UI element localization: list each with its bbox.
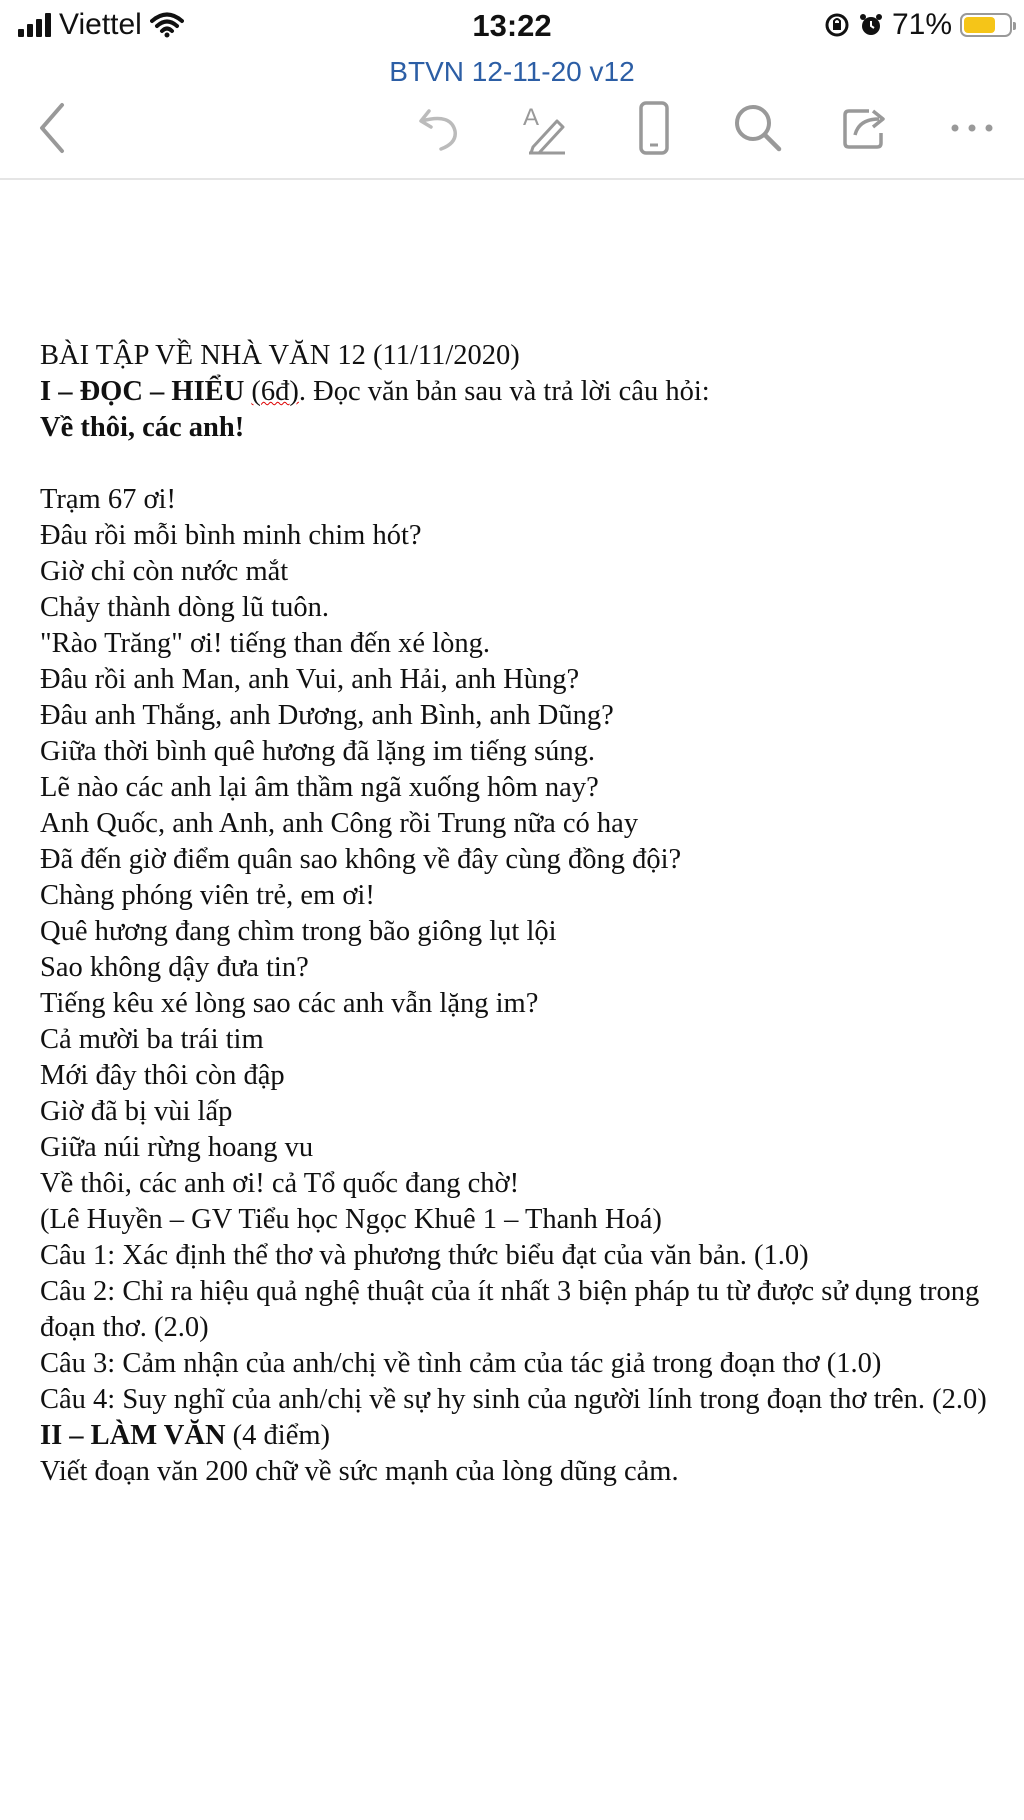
question-item: Câu 2: Chỉ ra hiệu quả nghệ thuật của ít nhất 3 biện pháp tu từ được sử dụng trong đoạn thơ. (2.0)	[40, 1276, 980, 1343]
poem-line: Giờ đã bị vùi lấp	[40, 1096, 233, 1127]
section-2-title: II – LÀM VĂN	[40, 1420, 226, 1451]
poem-line: Sao không dậy đưa tin?	[40, 952, 309, 983]
question-item: Câu 1: Xác định thể thơ và phương thức biểu đạt của văn bản. (1.0)	[40, 1240, 809, 1271]
poem-line: Mới đây thôi còn đập	[40, 1060, 285, 1091]
poem-line: Đâu rồi anh Man, anh Vui, anh Hải, anh Hùng?	[40, 664, 580, 695]
poem-title: Về thôi, các anh!	[40, 412, 245, 443]
section-1-header	[40, 374, 1010, 410]
battery-percent: 71%	[891, 8, 952, 41]
edit-icon[interactable]	[516, 98, 576, 158]
status-right	[824, 8, 1012, 42]
question-item: Câu 3: Cảm nhận của anh/chị về tình cảm của tác giả trong đoạn thơ (1.0)	[40, 1348, 882, 1379]
toolbar	[0, 92, 1024, 174]
toolbar-divider	[0, 178, 1024, 180]
poem	[40, 482, 1010, 1202]
carrier-name: Viettel	[59, 8, 142, 41]
questions	[40, 1238, 1010, 1418]
poem-line: Cả mười ba trái tim	[40, 1024, 264, 1055]
poem-line: Tiếng kêu xé lòng sao các anh vẫn lặng im?	[40, 988, 539, 1019]
mobile-view-icon[interactable]	[624, 98, 684, 158]
poem-line: Chàng phóng viên trẻ, em ơi!	[40, 880, 375, 911]
poem-line: Chảy thành dòng lũ tuôn.	[40, 592, 329, 623]
poem-line: Về thôi, các anh ơi! cả Tổ quốc đang chờ!	[40, 1168, 520, 1199]
poem-line: Đâu anh Thắng, anh Dương, anh Bình, anh Dũng?	[40, 700, 614, 731]
poem-line: Trạm 67 ơi!	[40, 484, 176, 515]
poem-line: Quê hương đang chìm trong bão giông lụt lội	[40, 916, 557, 947]
poem-line: "Rào Trăng" ơi! tiếng than đến xé lòng.	[40, 628, 490, 659]
search-icon[interactable]	[728, 98, 788, 158]
more-icon[interactable]	[942, 98, 1002, 158]
share-icon[interactable]	[836, 98, 896, 158]
orientation-lock-icon	[824, 12, 850, 38]
document-title: BTVN 12-11-20 v12	[389, 56, 635, 87]
poem-line: Giữa núi rừng hoang vu	[40, 1132, 314, 1163]
document-heading: BÀI TẬP VỀ NHÀ VĂN 12 (11/11/2020)	[40, 340, 520, 371]
section-2-header	[40, 1418, 1010, 1454]
poem-line: Giữa thời bình quê hương đã lặng im tiếng súng.	[40, 736, 595, 767]
document-body	[40, 338, 1010, 1490]
poem-line: Giờ chỉ còn nước mắt	[40, 556, 289, 587]
question-item: Câu 4: Suy nghĩ của anh/chị về sự hy sinh của người lính trong đoạn thơ trên. (2.0)	[40, 1384, 987, 1415]
poem-source: (Lê Huyền – GV Tiểu học Ngọc Khuê 1 – Thanh Hoá)	[40, 1204, 662, 1235]
undo-icon[interactable]	[410, 98, 470, 158]
poem-line: Anh Quốc, anh Anh, anh Công rồi Trung nữa có hay	[40, 808, 639, 839]
blank-line	[40, 446, 1010, 482]
battery-level	[964, 17, 995, 33]
section-1-score: (6đ)	[251, 376, 299, 407]
svg-text:A: A	[523, 104, 540, 131]
section-2-task: Viết đoạn văn 200 chữ về sức mạnh của lòng dũng cảm.	[40, 1456, 679, 1487]
status-bar	[0, 0, 1024, 52]
alarm-icon	[858, 12, 884, 38]
back-icon[interactable]	[22, 98, 82, 158]
battery-icon	[960, 13, 1012, 37]
poem-line: Đâu rồi mỗi bình minh chim hót?	[40, 520, 422, 551]
section-1-instruction: . Đọc văn bản sau và trả lời câu hỏi:	[298, 376, 710, 407]
section-1-title: I – ĐỌC – HIỂU	[40, 376, 245, 407]
section-2-score: (4 điểm)	[225, 1420, 330, 1451]
poem-line: Lẽ nào các anh lại âm thầm ngã xuống hôm nay?	[40, 772, 599, 803]
clock: 13:22	[472, 8, 552, 43]
poem-line: Đã đến giờ điểm quân sao không về đây cùng đồng đội?	[40, 844, 682, 875]
